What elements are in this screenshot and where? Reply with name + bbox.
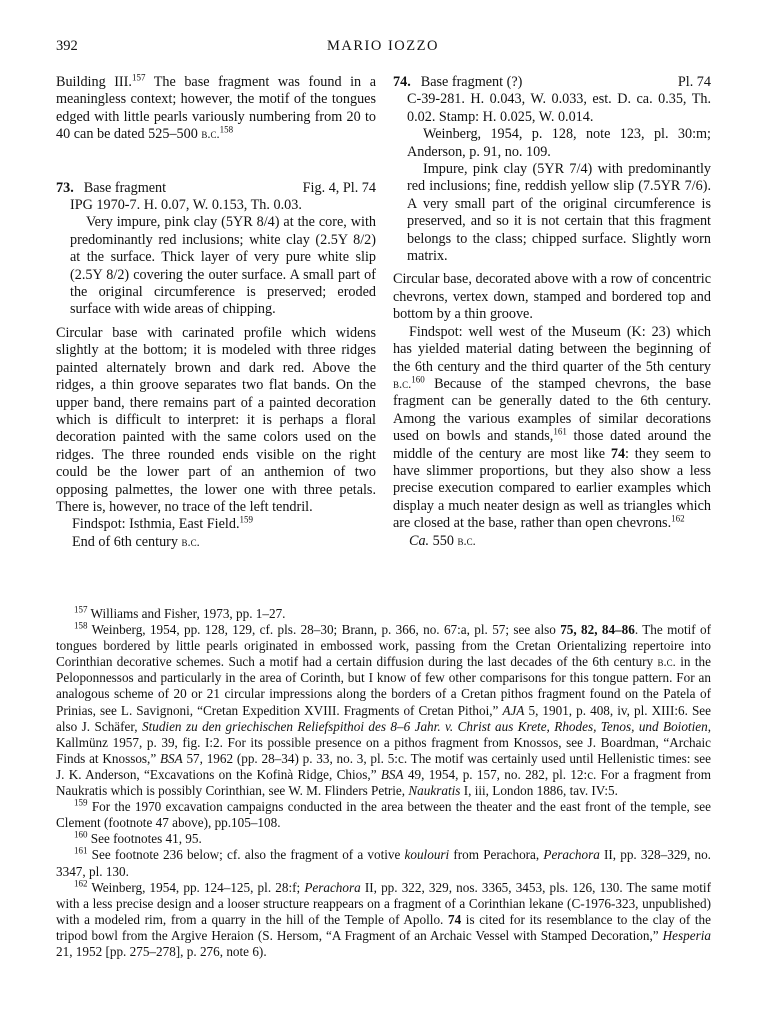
- running-header: [56, 38, 710, 58]
- fabric-description: Impure, pink clay (5YR 7/4) with predominantly red inclusions; fine, reddish yellow slip (7.5YR 7/6). A very small part of the original circumference is preserved, and so it is not certain that this fragment belongs to the class; chipped surface. Slightly worn matrix.: [407, 161, 711, 265]
- footnote-ref[interactable]: 160: [411, 374, 425, 385]
- catalogue-heading-74: [393, 74, 711, 91]
- fabric-description: Very impure, pink clay (5YR 8/4) at the core, with predominantly red inclusions; white clay (2.5Y 8/2) at the surface. Thick layer of very pure white slip (2.5Y 8/2) covering the outer surface. A small part of the original circumference is preserved; eroded surface with wide areas of chipping.: [70, 214, 376, 318]
- page-number: 392: [56, 38, 78, 54]
- footnote-ref[interactable]: 161: [553, 426, 567, 437]
- footnote-158: $^{158}$ Weinberg, 1954, pp. 128, 129, cf. pls. 28–30; Brann, p. 366, no. 67:a, pl. 57; see also 75, 82, 84–86. The motif of tongues bordered by little pearls originated in embossed work, passing from the Cretan Orientalizing repertoire into Corinthian decorative schemes. Such a motif had a certain diffusion during the last decades of the 6th century b.c. in the Peloponnessos and particularly in the area of Corinth, but I know of few other comparisons for this tongue pattern. For an analogous scheme of 20 or 21 circular impressions along the borders of a Cretan pithos fragment found on the Patela of Prinias, see L. Savignoni, “Cretan Expedition XVIII. Fragments of Cretan Pithoi,” AJA 5, 1901, p. 408, iv, pl. XIII:6. See also J. Schäfer, Studien zu den griechischen Reliefspithoi des 8–6 Jahr. v. Christ aus Krete, Rhodes, Tenos, und Boiotien, Kallmünz 1957, p. 39, fig. I:2. For its possible presence on a pithos fragment from Knossos, see J. Boardman, “Archaic Finds at Knossos,” BSA 57, 1962 (pp. 28–34) p. 33, no. 3, pl. 5:c. The motif was certainly used until Hellenistic times: see J. K. Anderson, “Excavations on the Kofinà Ridge, Chios,” BSA 49, 1954, p. 157, no. 282, pl. 12:c. For a fragment from Naukratis which is possibly Corinthian, see W. M. Flinders Petrie, Naukratis I, iii, London 1886, tav. IV:5.: [56, 620, 712, 799]
- footnote-160: $^{160}$ See footnotes 41, 95.: [74, 829, 202, 847]
- bibliography: Weinberg, 1954, p. 128, note 123, pl. 30:m; Anderson, p. 91, no. 109.: [407, 126, 711, 160]
- date: Ca. 550 b.c.: [409, 532, 476, 549]
- footnote-161: $^{161}$ See footnote 236 below; cf. also the fragment of a votive koulouri from Perachora, Perachora II, pp. 328–329, no. 3347, pl. 130.: [56, 846, 711, 879]
- inventory-line: IPG 1970-7. H. 0.07, W. 0.153, Th. 0.03.: [70, 197, 302, 214]
- date: End of 6th century b.c.: [72, 533, 200, 550]
- running-title: MARIO IOZZO: [327, 38, 439, 54]
- catalogue-heading-73: [56, 180, 376, 197]
- figure-plate-ref: Fig. 4, Pl. 74: [302, 179, 376, 196]
- catalogue-number: 74.: [393, 74, 411, 90]
- inventory-line: C-39-281. H. 0.043, W. 0.033, est. D. ca. 0.35, Th. 0.02. Stamp: H. 0.025, W. 0.014.: [407, 91, 711, 125]
- footnote-159: $^{159}$ For the 1970 excavation campaigns conducted in the area between the theater and the east front of the temple, see Clement (footnote 47 above), pp.105–108.: [56, 797, 711, 831]
- footnote-162: $^{162}$ Weinberg, 1954, pp. 124–125, pl. 28:f; Perachora II, pp. 322, 329, nos. 3365, 3453, pls. 126, 130. The same motif with a less precise design and a looser structure reappears on a fragment of a Corinthian lekane (C-1976-323, unpublished) with a modeled rim, from a quarry in the hill of the Temple of Apollo. 74 is cited for its resemblance to the clay of the tripod bowl from the Argive Heraion (S. Hersom, “A Fragment of an Archaic Vessel with Stamped Decoration,” Hesperia 21, 1952 [pp. 275–278], p. 276, note 6).: [56, 878, 712, 959]
- plate-ref: Pl. 74: [677, 74, 711, 90]
- left-column: [56, 74, 376, 551]
- footnote-ref[interactable]: 158: [219, 124, 234, 135]
- footnote-ref[interactable]: 159: [239, 514, 253, 525]
- footnotes: [56, 606, 711, 960]
- catalogue-title: Base fragment (?): [420, 74, 523, 90]
- catalogue-title: Base fragment: [83, 179, 167, 196]
- footnote-ref[interactable]: 157: [131, 72, 146, 83]
- findspot: Findspot: well west of the Museum (K: 23) which has yielded material dating between the beginning of the 6th century and the third quarter of the 5th century b.c.$^{160}$ Because of the stamped chevrons, the base fragment can be generally dated to the 6th century. Among the various examples of similar decorations used on bowls and stands,$^{161}$ those dated around the middle of the century are most like 74: they seem to have slimmer proportions, but they also show a less precise execution compared to earlier examples which display a much neater design as well as triangles which are closed at the base, rather than open chevrons.$^{162}$: [393, 323, 711, 532]
- footnote-157: $^{157}$ Williams and Fisher, 1973, pp. 1–27.: [74, 604, 286, 621]
- object-description: Circular base with carinated profile which widens slightly at the bottom; it is modeled with three ridges painted alternately brown and dark red. Above the ridges, a thin groove separates two flat bands. On the upper band, there remains part of a painted decoration which is difficult to interpret: it is perhaps a floral decoration painted with the same colors used on the ridges. The three rounded ends visible on the right could be the lower part of an anthemion of two opposing palmettes, the lower one with three petals. There is, however, no trace of the left tendril.: [56, 324, 376, 515]
- footnote-ref[interactable]: 162: [671, 513, 685, 524]
- right-column: [393, 74, 711, 550]
- continued-paragraph: Building III.$^{157}$ The base fragment was found in a meaningless context; however, the motif of the tongues edged with little pearls variously numbering from 20 to 40 can be dated 525–500 b.c.$^{158}$: [56, 72, 376, 143]
- catalogue-number: 73.: [56, 179, 74, 196]
- findspot: Findspot: Isthmia, East Field.$^{159}$: [72, 514, 253, 533]
- object-description: Circular base, decorated above with a row of concentric chevrons, vertex down, stamped and bordered top and bottom by a thin groove.: [393, 271, 711, 323]
